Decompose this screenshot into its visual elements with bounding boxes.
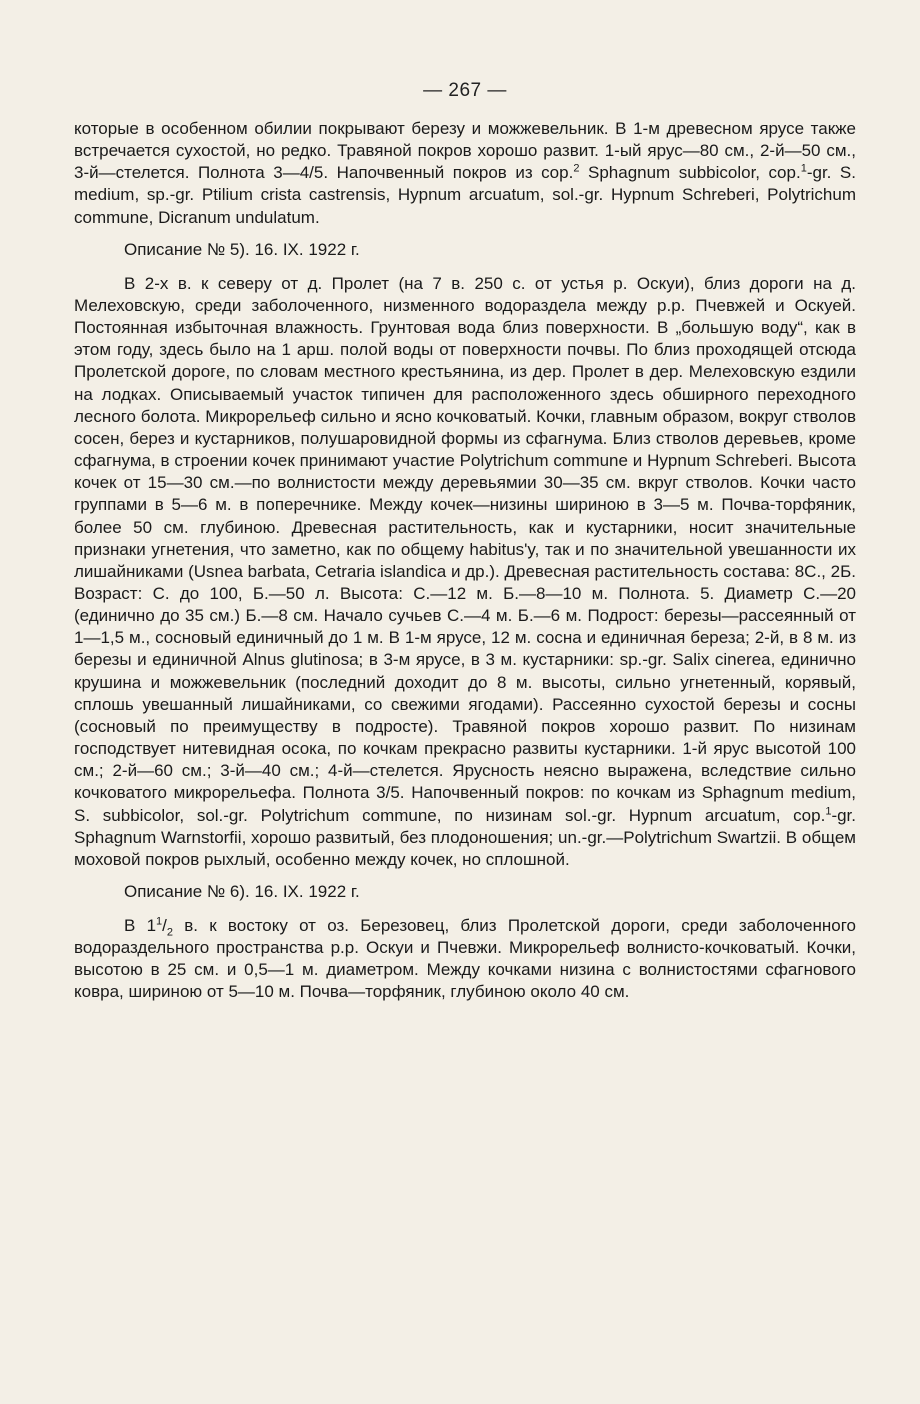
paragraph-text: В 1 — [124, 916, 157, 935]
subscript: 2 — [166, 926, 174, 939]
document-page — [74, 80, 856, 1004]
paragraph-text: В 2-х в. к северу от д. Пролет (на 7 в. 250 с. от устья р. Оскуи), близ дороги на д. Мелеховскую, среди заболоченного, низменного водораздела между р.р. Пчевжей и Оскуей. Постоянная избыточная влажность. Грунтовая вода близ поверхности. В „большую воду“, как в этом году, здесь было на 1 арш. полой воды от поверхности почвы. По близ проходящей отсюда Пролетской дороге, по словам местного крестьянина, из дер. Пролет в дер. Мелеховскую ездили на лодках. Описываемый участок типичен для расположенного здесь обширного переходного лесного болота. Микрорельеф сильно и ясно кочковатый. Кочки, главным образом, вокруг стволов сосен, берез и кустарников, полушаровидной формы из сфагнума. Близ стволов деревьев, кроме сфагнума, в строении кочек принимают участие Polytrichum commune и Hypnum Schreberi. Высота кочек от 15—30 см.—по волнистости между деревьямии 30—35 см. вкруг стволов. Кочки часто группами в 5—6 м. в поперечнике. Между кочек—низины шириною в 3—5 м. Почва-торфяник, более 50 см. глубиною. Древесная растительность, как и кустарники, носит значительные признаки угнетения, что заметно, как по общему habitus'y, так и по значительной увешанности их лишайниками (Usnea barbata, Cetraria islandica и др.). Древесная растительность состава: 8С., 2Б. Возраст: С. до 100, Б.—50 л. Высота: С.—12 м. Б.—8—10 м. Полнота. 5. Диаметр С.—20 (единично до 35 см.) Б.—8 см. Начало сучьев С.—4 м. Б.—6 м. Подрост: березы—рассеянный от 1—1,5 м., сосновый единичный до 1 м. В 1-м ярусе, 12 м. сосна и единичная береза; 2-й, в 8 м. из березы и единичной Alnus glutinosa; в 3-м ярусе, в 3 м. кустарники: sp.-gr. Salix cinerea, единично крушина и можжевельник (последний доходит до 8 м. высоты, сильно угнетенный, корявый, сплошь увешанный лишайниками, со свежими ягодами). Рассеянно сухостой березы и сосны (сосновый по преимуществу в подросте). Травяной покров хорошо развит. По низинам господствует нитевидная осока, по кочкам прекрасно развиты кустарники. 1-й ярус высотой 100 см.; 2-й—60 см.; 3-й—40 см.; 4-й—стелется. Ярусность неясно выражена, вследствие сильно кочковатого микрорельефа. Полнота 3/5. Напочвенный покров: по кочкам из Sphagnum medium, S. subbicolor, sol.-gr. Polytrichum commune, по низинам sol.-gr. Hypnum arcuatum, cop. — [74, 273, 856, 825]
paragraph-text: Sphagnum subbicolor, cop. — [579, 163, 801, 183]
paragraph-text: -gr. S. medium, sp.-gr. Ptilium crista castrensis, Hypnum arcuatum, sol.-gr. Hypnum Schreberi, Polytrichum commune, Dicranum undulatum. — [74, 163, 856, 227]
description-5-heading: Описание № 5). 16. IX. 1922 г. — [124, 239, 360, 259]
page-number: — 267 — — [423, 80, 507, 101]
paragraph-text: в. к востоку от оз. Березовец, близ Пролетской дороги, среди заболоченного водораздельного пространства р.р. Оскуи и Пчевжи. Микрорельеф волнисто-кочковатый. Кочки, высотою в 25 см. и 0,5—1 м. диаметром. Между кочками низина с волнистостями сфагнового ковра, шириною от 5—10 м. Почва—торфяник, глубиною около 40 см. — [74, 916, 856, 1002]
paragraph-text: -gr. Sphagnum Warnstorfii, хорошо развитый, без плодоношения; un.-gr.—Polytrichum Swartzii. В общем моховой покров рыхлый, особенно между кочек, но сплошной. — [74, 805, 856, 869]
superscript: 2 — [573, 162, 580, 175]
description-5-body — [74, 273, 856, 871]
description-6-heading: Описание № 6). 16. IX. 1922 г. — [124, 882, 360, 901]
paragraph-continuation — [74, 118, 856, 229]
superscript: 1 — [156, 915, 163, 928]
paragraph-text: которые в особенном обилии покрывают березу и можжевельник. В 1-м древесном ярусе также встречается сухостой, но редко. Травяной покров хорошо развит. 1-ый ярус—80 см., 2-й—50 см., 3-й—стелется. Полнота 3—4/5. Напочвенный покров из cop. — [74, 119, 856, 183]
superscript: 1 — [800, 162, 807, 175]
paragraph-text: / — [162, 916, 167, 935]
description-6-body — [74, 915, 856, 1004]
superscript: 1 — [825, 804, 832, 817]
